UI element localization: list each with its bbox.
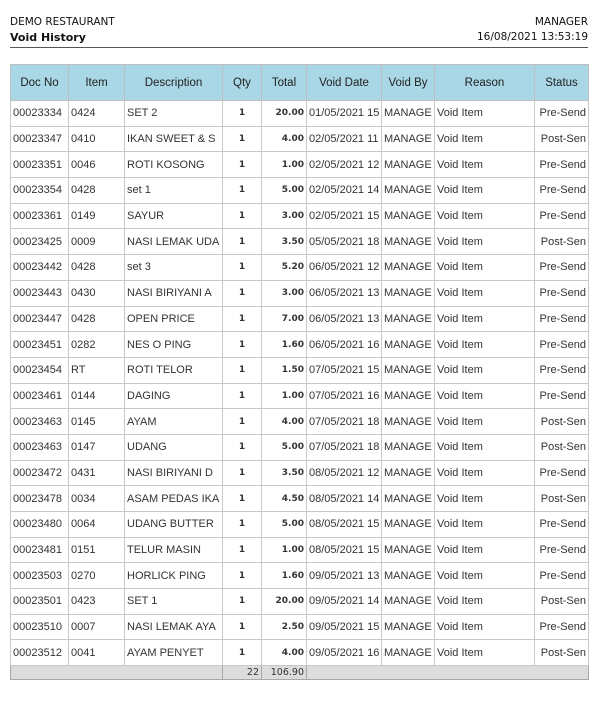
cell-description: UDANG — [125, 434, 223, 460]
cell-void-date: 07/05/2021 16 — [307, 383, 382, 409]
cell-qty: 1 — [223, 255, 262, 281]
cell-void-date: 08/05/2021 15 — [307, 512, 382, 538]
cell-status: Post-Sen — [535, 229, 589, 255]
cell-doc-no: 00023354 — [11, 178, 69, 204]
cell-item: 0410 — [69, 126, 125, 152]
cell-description: set 3 — [125, 255, 223, 281]
cell-item: 0147 — [69, 434, 125, 460]
cell-item: 0149 — [69, 203, 125, 229]
cell-description: UDANG BUTTER — [125, 512, 223, 538]
cell-description: SAYUR — [125, 203, 223, 229]
table-row[interactable] — [11, 152, 589, 178]
cell-void-by: MANAGE — [382, 229, 435, 255]
cell-doc-no: 00023443 — [11, 280, 69, 306]
footer-amount-total: 106.90 — [262, 666, 307, 680]
cell-void-by: MANAGE — [382, 512, 435, 538]
cell-void-by: MANAGE — [382, 126, 435, 152]
cell-doc-no: 00023501 — [11, 589, 69, 615]
cell-status: Pre-Send — [535, 537, 589, 563]
cell-void-date: 07/05/2021 15 — [307, 357, 382, 383]
cell-qty: 1 — [223, 486, 262, 512]
cell-item: 0151 — [69, 537, 125, 563]
cell-item: 0282 — [69, 332, 125, 358]
cell-reason: Void Item — [435, 614, 535, 640]
cell-total: 2.50 — [262, 614, 307, 640]
cell-reason: Void Item — [435, 589, 535, 615]
table-row[interactable] — [11, 640, 589, 666]
cell-reason: Void Item — [435, 486, 535, 512]
cell-item: 0034 — [69, 486, 125, 512]
table-row[interactable] — [11, 434, 589, 460]
table-row[interactable] — [11, 589, 589, 615]
cell-reason: Void Item — [435, 640, 535, 666]
table-row[interactable] — [11, 126, 589, 152]
cell-void-by: MANAGE — [382, 460, 435, 486]
report-header — [10, 14, 588, 48]
cell-qty: 1 — [223, 203, 262, 229]
cell-reason: Void Item — [435, 537, 535, 563]
cell-description: HORLICK PING — [125, 563, 223, 589]
cell-item: RT — [69, 357, 125, 383]
cell-void-date: 09/05/2021 14 — [307, 589, 382, 615]
cell-description: NES O PING — [125, 332, 223, 358]
cell-void-date: 08/05/2021 14 — [307, 486, 382, 512]
cell-void-by: MANAGE — [382, 640, 435, 666]
cell-doc-no: 00023510 — [11, 614, 69, 640]
cell-item: 0424 — [69, 101, 125, 127]
table-row[interactable] — [11, 203, 589, 229]
cell-qty: 1 — [223, 152, 262, 178]
footer-blank — [11, 666, 223, 680]
cell-total: 5.20 — [262, 255, 307, 281]
cell-status: Pre-Send — [535, 101, 589, 127]
cell-item: 0041 — [69, 640, 125, 666]
cell-void-by: MANAGE — [382, 589, 435, 615]
cell-reason: Void Item — [435, 255, 535, 281]
cell-reason: Void Item — [435, 409, 535, 435]
cell-doc-no: 00023503 — [11, 563, 69, 589]
cell-void-date: 06/05/2021 12 — [307, 255, 382, 281]
cell-total: 5.00 — [262, 434, 307, 460]
cell-total: 5.00 — [262, 512, 307, 538]
cell-item: 0046 — [69, 152, 125, 178]
cell-qty: 1 — [223, 332, 262, 358]
cell-void-by: MANAGE — [382, 537, 435, 563]
restaurant-name: DEMO RESTAURANT — [10, 16, 115, 28]
cell-reason: Void Item — [435, 383, 535, 409]
cell-doc-no: 00023480 — [11, 512, 69, 538]
footer-blank-right — [307, 666, 589, 680]
user-name: MANAGER — [534, 16, 588, 28]
cell-status: Post-Sen — [535, 486, 589, 512]
cell-void-date: 02/05/2021 11 — [307, 126, 382, 152]
cell-doc-no: 00023461 — [11, 383, 69, 409]
cell-doc-no: 00023454 — [11, 357, 69, 383]
cell-item: 0270 — [69, 563, 125, 589]
cell-status: Post-Sen — [535, 640, 589, 666]
cell-void-by: MANAGE — [382, 434, 435, 460]
cell-doc-no: 00023463 — [11, 434, 69, 460]
table-row[interactable] — [11, 563, 589, 589]
cell-status: Post-Sen — [535, 589, 589, 615]
cell-doc-no: 00023463 — [11, 409, 69, 435]
cell-void-by: MANAGE — [382, 486, 435, 512]
table-row[interactable] — [11, 460, 589, 486]
cell-void-by: MANAGE — [382, 101, 435, 127]
cell-status: Pre-Send — [535, 178, 589, 204]
footer-qty-total: 22 — [223, 666, 262, 680]
cell-void-date: 06/05/2021 13 — [307, 306, 382, 332]
cell-void-by: MANAGE — [382, 383, 435, 409]
table-row[interactable] — [11, 178, 589, 204]
cell-qty: 1 — [223, 126, 262, 152]
cell-total: 1.00 — [262, 537, 307, 563]
cell-qty: 1 — [223, 306, 262, 332]
table-row[interactable] — [11, 614, 589, 640]
printed-timestamp: 16/08/2021 13:53:19 — [476, 31, 588, 43]
cell-void-by: MANAGE — [382, 178, 435, 204]
cell-void-by: MANAGE — [382, 614, 435, 640]
report-title: Void History — [10, 31, 86, 44]
column-header-item[interactable]: Item — [69, 65, 125, 101]
cell-doc-no: 00023361 — [11, 203, 69, 229]
cell-status: Post-Sen — [535, 409, 589, 435]
table-row[interactable] — [11, 383, 589, 409]
cell-reason: Void Item — [435, 126, 535, 152]
cell-total: 20.00 — [262, 101, 307, 127]
cell-total: 20.00 — [262, 589, 307, 615]
cell-void-date: 05/05/2021 18 — [307, 229, 382, 255]
cell-qty: 1 — [223, 357, 262, 383]
cell-description: IKAN SWEET & S — [125, 126, 223, 152]
cell-item: 0428 — [69, 178, 125, 204]
cell-total: 4.00 — [262, 409, 307, 435]
cell-void-date: 07/05/2021 18 — [307, 409, 382, 435]
cell-status: Pre-Send — [535, 306, 589, 332]
cell-status: Pre-Send — [535, 460, 589, 486]
table-row[interactable] — [11, 332, 589, 358]
cell-item: 0428 — [69, 306, 125, 332]
cell-item: 0423 — [69, 589, 125, 615]
cell-reason: Void Item — [435, 563, 535, 589]
cell-doc-no: 00023347 — [11, 126, 69, 152]
cell-status: Post-Sen — [535, 126, 589, 152]
cell-reason: Void Item — [435, 512, 535, 538]
column-header-doc-no[interactable]: Doc No — [11, 65, 69, 101]
cell-total: 3.50 — [262, 460, 307, 486]
cell-qty: 1 — [223, 178, 262, 204]
cell-qty: 1 — [223, 434, 262, 460]
cell-reason: Void Item — [435, 460, 535, 486]
cell-status: Pre-Send — [535, 332, 589, 358]
cell-total: 3.00 — [262, 203, 307, 229]
void-history-table — [10, 64, 589, 680]
cell-description: SET 1 — [125, 589, 223, 615]
cell-qty: 1 — [223, 409, 262, 435]
cell-void-date: 06/05/2021 16 — [307, 332, 382, 358]
table-footer-row — [11, 666, 589, 680]
cell-doc-no: 00023472 — [11, 460, 69, 486]
table-row[interactable] — [11, 357, 589, 383]
table-row[interactable] — [11, 486, 589, 512]
cell-void-date: 02/05/2021 12 — [307, 152, 382, 178]
table-header-row — [11, 65, 589, 101]
cell-status: Pre-Send — [535, 280, 589, 306]
cell-void-by: MANAGE — [382, 152, 435, 178]
cell-void-date: 09/05/2021 13 — [307, 563, 382, 589]
cell-total: 3.00 — [262, 280, 307, 306]
table-row[interactable] — [11, 255, 589, 281]
cell-description: DAGING — [125, 383, 223, 409]
table-row[interactable] — [11, 229, 589, 255]
cell-qty: 1 — [223, 537, 262, 563]
cell-doc-no: 00023512 — [11, 640, 69, 666]
column-header-total[interactable]: Total — [262, 65, 307, 101]
cell-item: 0144 — [69, 383, 125, 409]
cell-void-date: 08/05/2021 12 — [307, 460, 382, 486]
cell-item: 0430 — [69, 280, 125, 306]
cell-qty: 1 — [223, 640, 262, 666]
cell-status: Pre-Send — [535, 512, 589, 538]
cell-description: ROTI TELOR — [125, 357, 223, 383]
cell-void-date: 02/05/2021 14 — [307, 178, 382, 204]
cell-total: 1.60 — [262, 332, 307, 358]
cell-reason: Void Item — [435, 101, 535, 127]
cell-description: NASI BIRIYANI A — [125, 280, 223, 306]
cell-description: NASI BIRIYANI D — [125, 460, 223, 486]
cell-doc-no: 00023451 — [11, 332, 69, 358]
cell-doc-no: 00023447 — [11, 306, 69, 332]
cell-description: AYAM — [125, 409, 223, 435]
cell-reason: Void Item — [435, 203, 535, 229]
cell-total: 5.00 — [262, 178, 307, 204]
cell-description: set 1 — [125, 178, 223, 204]
cell-item: 0007 — [69, 614, 125, 640]
cell-description: NASI LEMAK UDA — [125, 229, 223, 255]
table-row[interactable] — [11, 101, 589, 127]
table-row[interactable] — [11, 280, 589, 306]
cell-total: 4.00 — [262, 126, 307, 152]
cell-description: ASAM PEDAS IKA — [125, 486, 223, 512]
cell-total: 1.50 — [262, 357, 307, 383]
cell-status: Pre-Send — [535, 152, 589, 178]
cell-void-by: MANAGE — [382, 203, 435, 229]
cell-qty: 1 — [223, 383, 262, 409]
cell-total: 1.00 — [262, 383, 307, 409]
cell-total: 1.00 — [262, 152, 307, 178]
cell-doc-no: 00023425 — [11, 229, 69, 255]
cell-void-by: MANAGE — [382, 409, 435, 435]
cell-reason: Void Item — [435, 306, 535, 332]
cell-total: 4.50 — [262, 486, 307, 512]
cell-status: Post-Sen — [535, 434, 589, 460]
cell-qty: 1 — [223, 229, 262, 255]
cell-void-date: 09/05/2021 16 — [307, 640, 382, 666]
table-row[interactable] — [11, 409, 589, 435]
cell-description: TELUR MASIN — [125, 537, 223, 563]
cell-description: NASI LEMAK AYA — [125, 614, 223, 640]
cell-status: Pre-Send — [535, 203, 589, 229]
cell-status: Pre-Send — [535, 255, 589, 281]
cell-void-by: MANAGE — [382, 357, 435, 383]
column-header-description[interactable]: Description — [125, 65, 223, 101]
cell-doc-no: 00023334 — [11, 101, 69, 127]
cell-description: SET 2 — [125, 101, 223, 127]
cell-void-date: 09/05/2021 15 — [307, 614, 382, 640]
cell-status: Pre-Send — [535, 563, 589, 589]
column-header-void-date[interactable]: Void Date — [307, 65, 382, 101]
cell-reason: Void Item — [435, 332, 535, 358]
column-header-qty[interactable]: Qty — [223, 65, 262, 101]
column-header-void-by[interactable]: Void By — [382, 65, 435, 101]
cell-void-date: 02/05/2021 15 — [307, 203, 382, 229]
cell-status: Pre-Send — [535, 357, 589, 383]
column-header-reason[interactable]: Reason — [435, 65, 535, 101]
cell-total: 7.00 — [262, 306, 307, 332]
cell-doc-no: 00023481 — [11, 537, 69, 563]
cell-void-date: 07/05/2021 18 — [307, 434, 382, 460]
cell-qty: 1 — [223, 101, 262, 127]
cell-doc-no: 00023442 — [11, 255, 69, 281]
cell-status: Pre-Send — [535, 383, 589, 409]
cell-void-by: MANAGE — [382, 563, 435, 589]
cell-item: 0064 — [69, 512, 125, 538]
cell-item: 0431 — [69, 460, 125, 486]
cell-void-by: MANAGE — [382, 306, 435, 332]
cell-void-date: 06/05/2021 13 — [307, 280, 382, 306]
cell-reason: Void Item — [435, 357, 535, 383]
cell-qty: 1 — [223, 512, 262, 538]
cell-void-by: MANAGE — [382, 280, 435, 306]
cell-description: ROTI KOSONG — [125, 152, 223, 178]
cell-item: 0428 — [69, 255, 125, 281]
cell-reason: Void Item — [435, 229, 535, 255]
cell-total: 3.50 — [262, 229, 307, 255]
cell-total: 1.60 — [262, 563, 307, 589]
cell-reason: Void Item — [435, 152, 535, 178]
cell-total: 4.00 — [262, 640, 307, 666]
cell-qty: 1 — [223, 563, 262, 589]
table-row[interactable] — [11, 537, 589, 563]
cell-doc-no: 00023478 — [11, 486, 69, 512]
cell-qty: 1 — [223, 280, 262, 306]
cell-reason: Void Item — [435, 178, 535, 204]
cell-reason: Void Item — [435, 434, 535, 460]
cell-item: 0009 — [69, 229, 125, 255]
cell-void-date: 01/05/2021 15 — [307, 101, 382, 127]
cell-qty: 1 — [223, 589, 262, 615]
cell-doc-no: 00023351 — [11, 152, 69, 178]
cell-description: OPEN PRICE — [125, 306, 223, 332]
cell-void-date: 08/05/2021 15 — [307, 537, 382, 563]
table-row[interactable] — [11, 306, 589, 332]
table-row[interactable] — [11, 512, 589, 538]
cell-void-by: MANAGE — [382, 332, 435, 358]
cell-status: Pre-Send — [535, 614, 589, 640]
cell-item: 0145 — [69, 409, 125, 435]
column-header-status[interactable]: Status — [535, 65, 589, 101]
cell-description: AYAM PENYET — [125, 640, 223, 666]
cell-reason: Void Item — [435, 280, 535, 306]
cell-qty: 1 — [223, 460, 262, 486]
cell-qty: 1 — [223, 614, 262, 640]
cell-void-by: MANAGE — [382, 255, 435, 281]
